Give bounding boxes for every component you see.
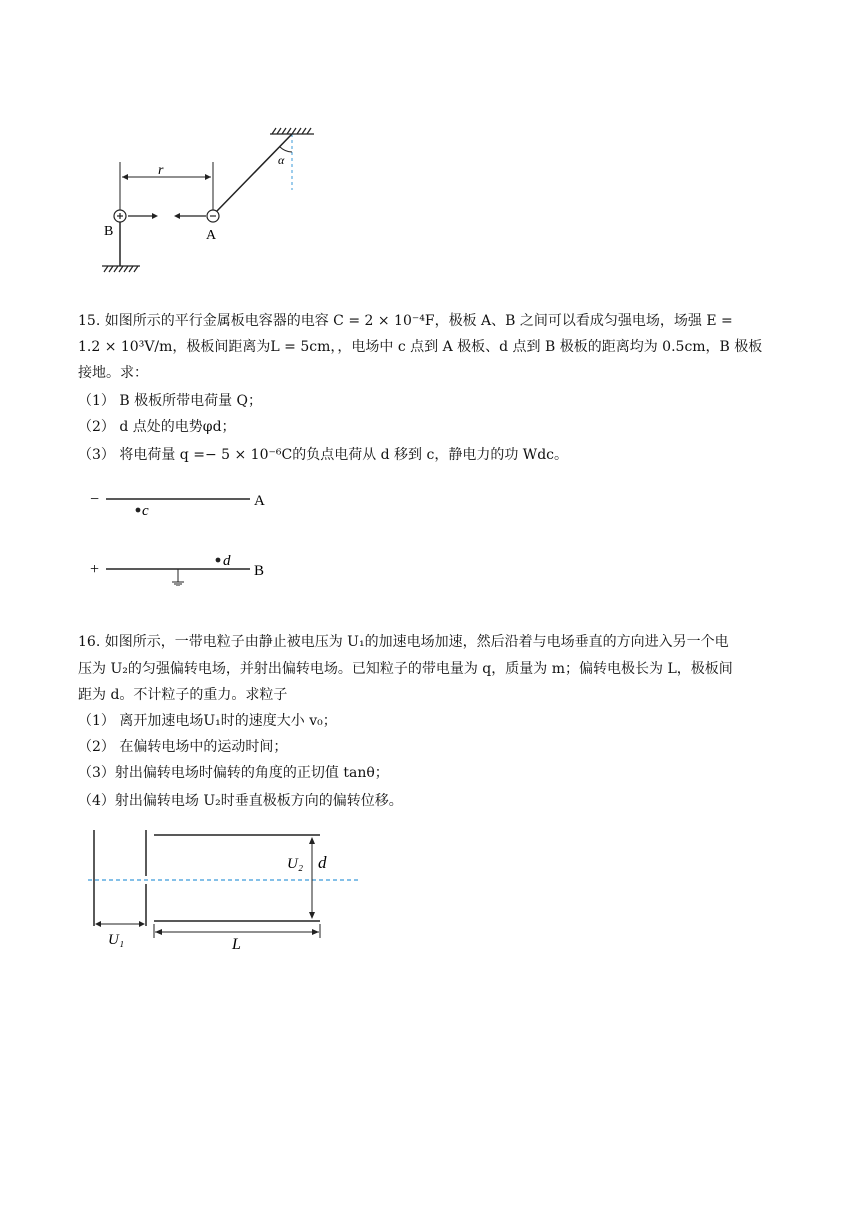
plate-A-label: A (254, 493, 265, 509)
figure-capacitor-plates (86, 486, 276, 586)
label-B: B (104, 224, 114, 239)
q15-line3: 接地。求： (78, 365, 148, 381)
point-d (216, 558, 221, 563)
U1-label: U₁ (108, 932, 125, 948)
plate-B-label: B (254, 563, 265, 579)
figure-deflection-field (88, 826, 360, 950)
ground-symbol (172, 569, 184, 586)
ceiling-support (270, 128, 314, 134)
q16-line2: 压为 U₂的匀强偏转电场，并射出偏转电场。已知粒子的带电量为 q，质量为 m；偏转电极长为 L，极板间 (78, 661, 733, 677)
figure-charged-balls (98, 122, 320, 278)
q15-item-3: （3） 将电荷量 q =− 5 × 10⁻⁶C的负点电荷从 d 移到 c，静电力的功 Wdc。 (78, 447, 568, 463)
alpha-label: α (278, 153, 285, 167)
point-c-label: c (142, 503, 149, 519)
angle-arc (280, 147, 292, 152)
q16-item-4: （4）射出偏转电场 U₂时垂直极板方向的偏转位移。 (78, 793, 403, 809)
q16-line3: 距为 d。不计粒子的重力。求粒子 (78, 687, 288, 703)
q15-item-2: （2） d 点处的电势φd； (78, 419, 236, 435)
L-label: L (232, 936, 241, 950)
U2-label: U₂ (287, 856, 304, 872)
minus-sign: − (90, 491, 100, 508)
q16-line1: 16. 如图所示，一带电粒子由静止被电压为 U₁的加速电场加速，然后沿着与电场垂直的方向进入另一个电 (78, 634, 729, 650)
q16-item-1: （1） 离开加速电场U₁时的速度大小 v₀； (78, 713, 337, 729)
q15-line2: 1.2 × 10³V/m，极板间距离为L = 5cm，，电场中 c 点到 A 极板、d 点到 B 极板的距离均为 0.5cm，B 极板 (78, 339, 763, 355)
q16-item-2: （2） 在偏转电场中的运动时间； (78, 739, 288, 755)
q16-item-3: （3）射出偏转电场时偏转的角度的正切值 tanθ； (78, 765, 389, 781)
thread (216, 134, 292, 212)
label-A: A (206, 228, 217, 243)
r-label: r (158, 163, 164, 178)
d-label: d (318, 853, 327, 872)
point-c (136, 508, 141, 513)
point-d-label: d (223, 553, 231, 569)
q15-line1: 15. 如图所示的平行金属板电容器的电容 C = 2 × 10⁻⁴F，极板 A、B 之间可以看成匀强电场，场强 E = (78, 313, 733, 329)
q15-item-1: （1） B 极板所带电荷量 Q； (78, 393, 263, 409)
plus-sign: + (90, 561, 100, 578)
